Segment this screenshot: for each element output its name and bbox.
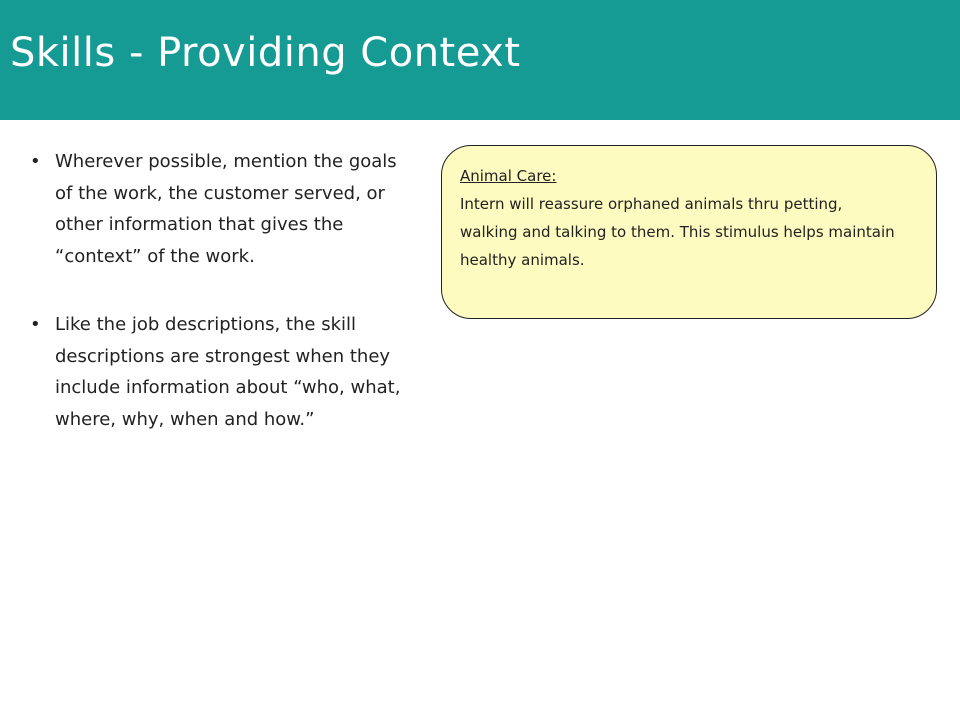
- callout-body: Intern will reassure orphaned animals thru petting, walking and talking to them. This stimulus helps maintain healthy animals.: [460, 195, 895, 269]
- bullet-item: [30, 146, 410, 272]
- example-callout-box: [441, 145, 937, 319]
- bullet-item: [30, 309, 410, 435]
- title-bar: [0, 0, 960, 120]
- bullet-dot-icon: •: [30, 151, 41, 172]
- bullet-text: Wherever possible, mention the goals of the work, the customer served, or other information that gives the “context” of the work.: [55, 151, 397, 267]
- bullet-text: Like the job descriptions, the skill descriptions are strongest when they include information about “who, what, where, why, when and how.”: [55, 314, 401, 430]
- callout-heading: Animal Care:: [460, 167, 557, 185]
- slide-title: Skills - Providing Context: [10, 30, 521, 76]
- bullet-list: [30, 146, 410, 435]
- bullet-dot-icon: •: [30, 314, 41, 335]
